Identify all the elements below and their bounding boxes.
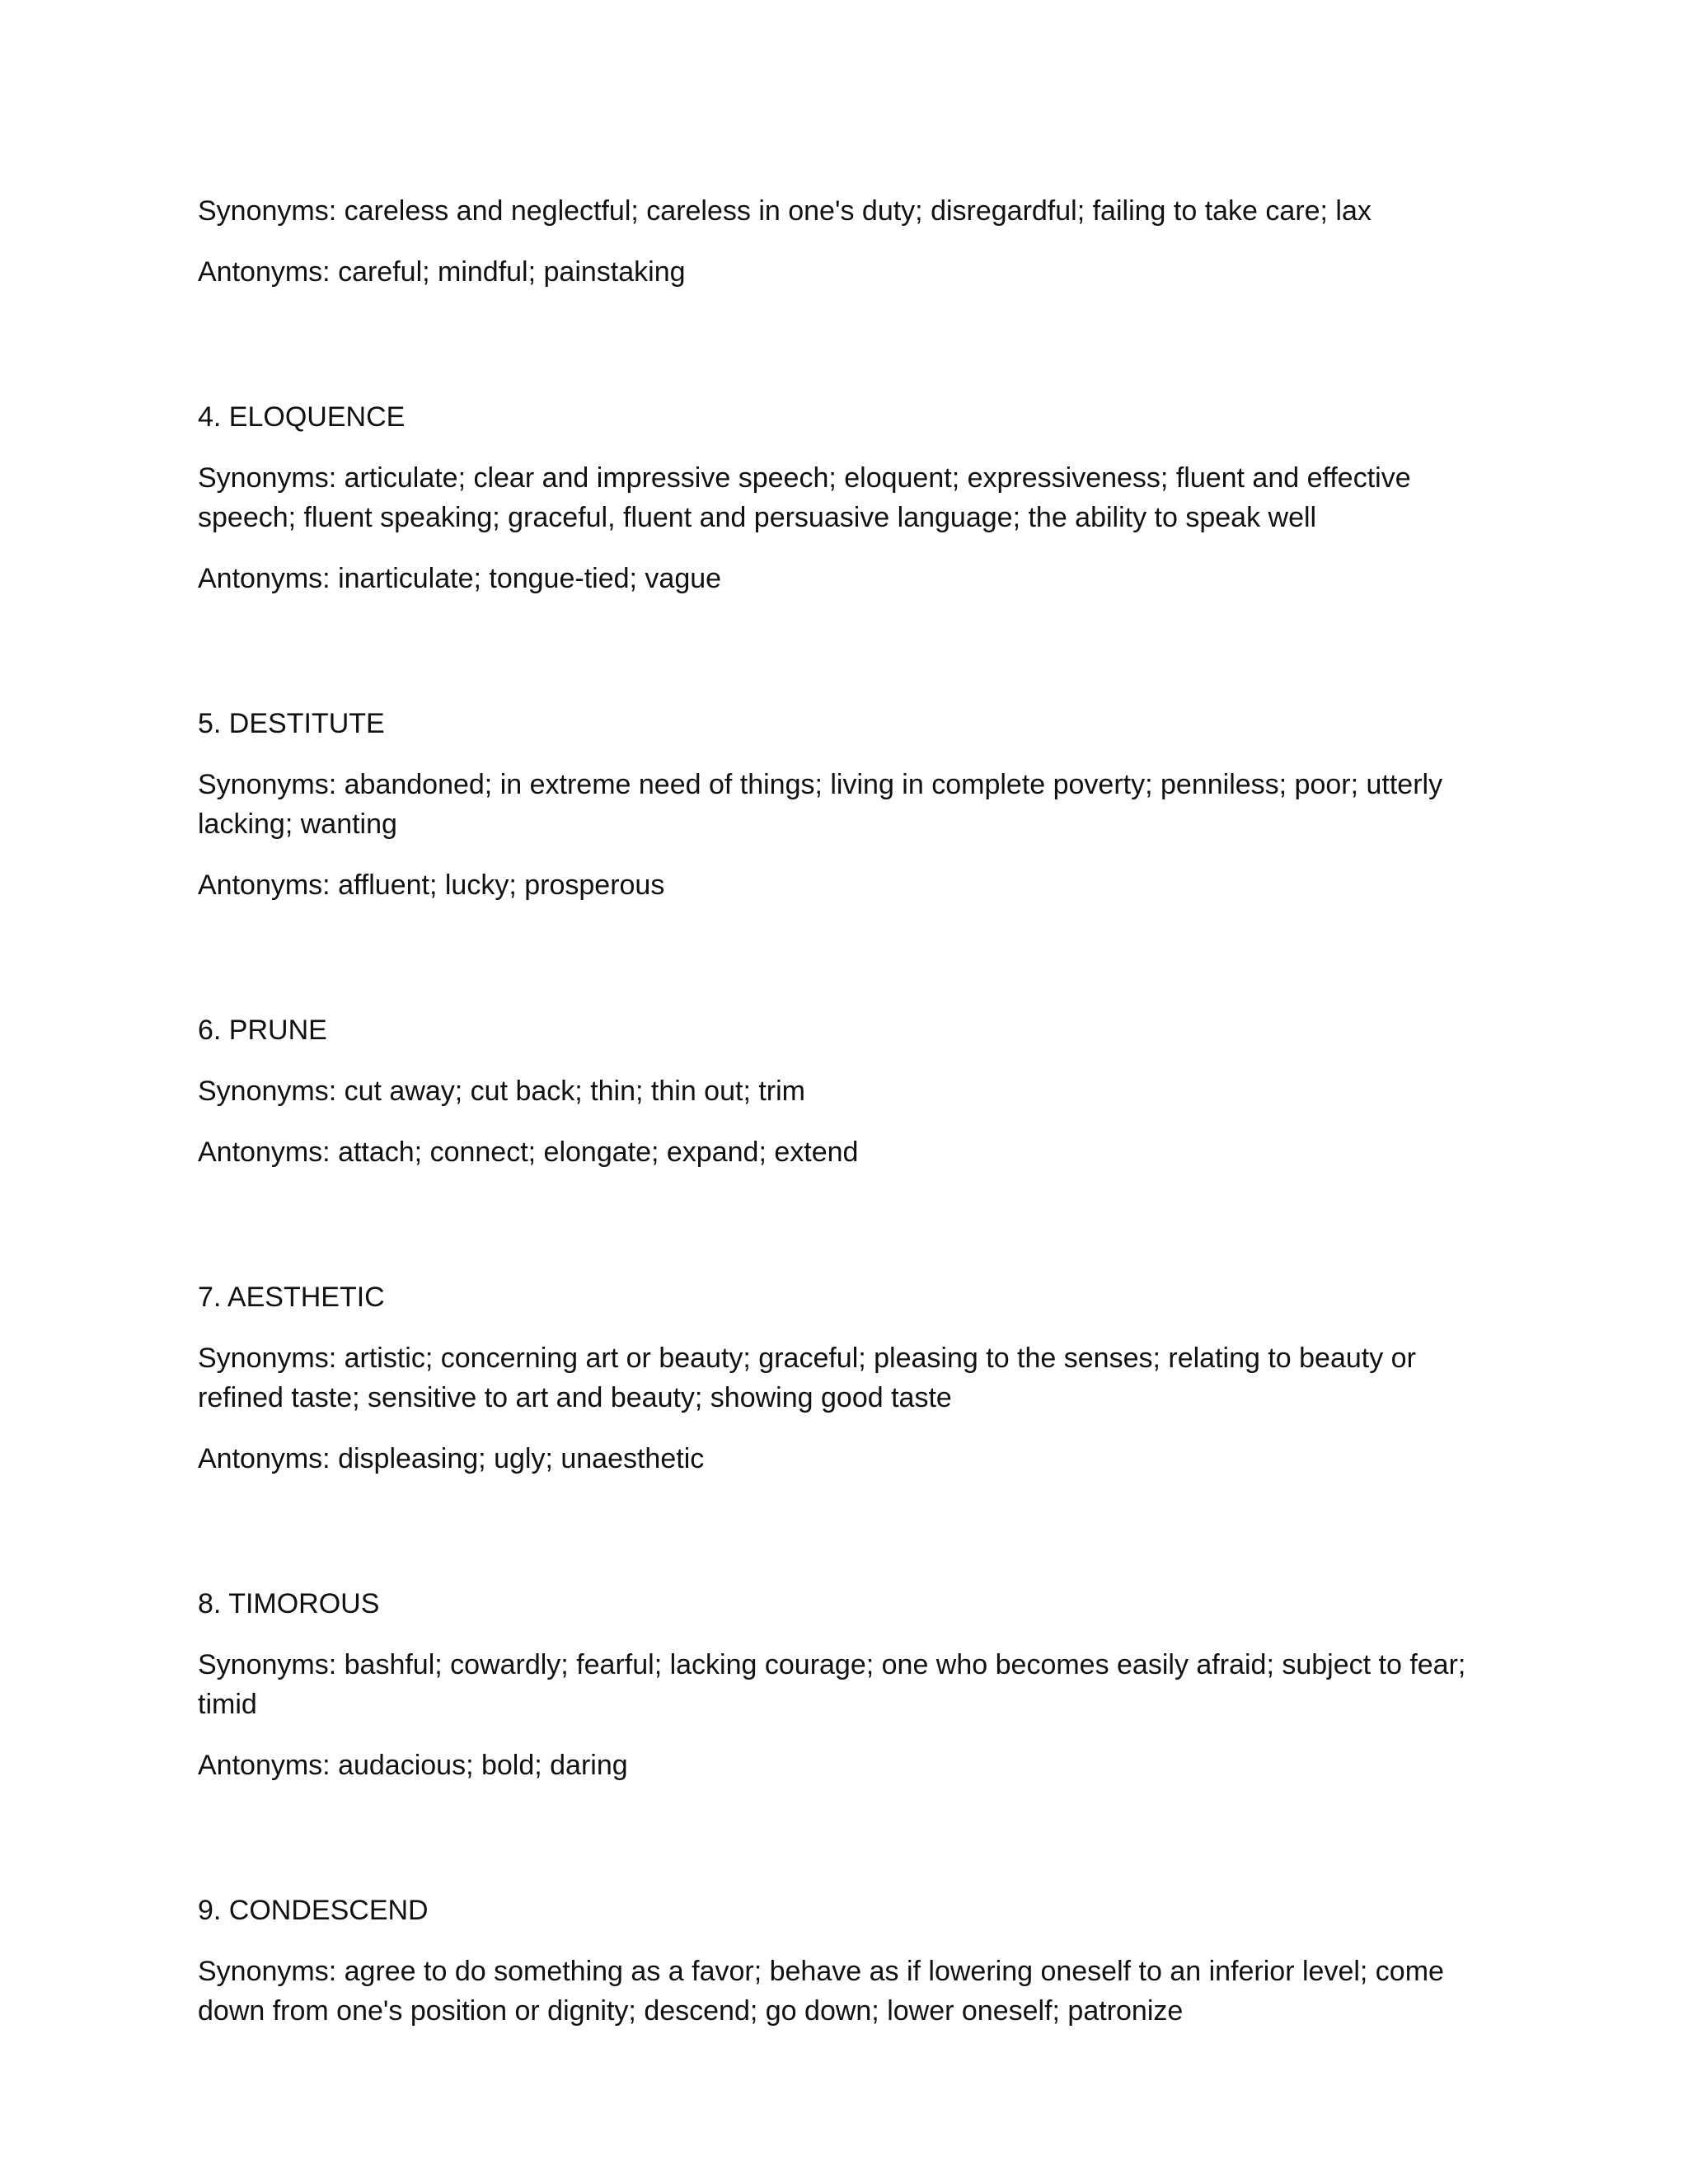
entry-antonyms: Antonyms: displeasing; ugly; unaesthetic [198,1443,705,1474]
entry-synonyms: Synonyms: cut away; cut back; thin; thin out; trim [198,1076,805,1107]
entry-prune [198,1010,1484,1172]
entry-heading: 5. DESTITUTE [198,708,385,739]
entry-heading: 9. CONDESCEND [198,1895,429,1926]
spacer [198,620,1484,704]
entry-heading: 6. PRUNE [198,1015,327,1046]
entry-synonyms: Synonyms: agree to do something as a favor; behave as if lowering oneself to an inferior level; come down from one's position or dignity; descend; go down; lower oneself; patronize [198,1956,1444,2027]
entry-synonyms: Synonyms: articulate; clear and impressive speech; eloquent; expressiveness; fluent and effective speech; fluent speaking; graceful, fluent and persuasive language; the ability to speak well [198,462,1411,533]
entry-antonyms: Antonyms: inarticulate; tongue-tied; vague [198,563,722,594]
entry-eloquence [198,397,1484,598]
entry-antonyms: Antonyms: audacious; bold; daring [198,1750,628,1781]
spacer [198,1807,1484,1891]
top-synonyms: Synonyms: careless and neglectful; careless in one's duty; disregardful; failing to take care; lax [198,195,1372,227]
entry-antonyms: Antonyms: attach; connect; elongate; expand; extend [198,1137,859,1168]
top-antonyms: Antonyms: careful; mindful; painstaking [198,256,686,288]
entry-timorous [198,1584,1484,1785]
entry-condescend [198,1891,1484,2031]
entry-synonyms: Synonyms: artistic; concerning art or beauty; graceful; pleasing to the senses; relating to beauty or refined taste; sensitive to art and beauty; showing good taste [198,1343,1416,1413]
entry-heading: 4. ELOQUENCE [198,401,406,433]
entry-antonyms: Antonyms: affluent; lucky; prosperous [198,869,665,901]
entry-synonyms: Synonyms: abandoned; in extreme need of things; living in complete poverty; penniless; poor; utterly lacking; wanting [198,769,1443,840]
spacer [198,1193,1484,1277]
spacer [198,313,1484,397]
entry-destitute [198,704,1484,905]
entry-heading: 7. AESTHETIC [198,1282,385,1313]
entry-synonyms: Synonyms: bashful; cowardly; fearful; lacking courage; one who becomes easily afraid; subject to fear; timid [198,1649,1466,1720]
entry-heading: 8. TIMOROUS [198,1588,380,1619]
spacer [198,1500,1484,1584]
spacer [198,926,1484,1010]
entry-aesthetic [198,1277,1484,1479]
document-body [198,191,1484,2052]
